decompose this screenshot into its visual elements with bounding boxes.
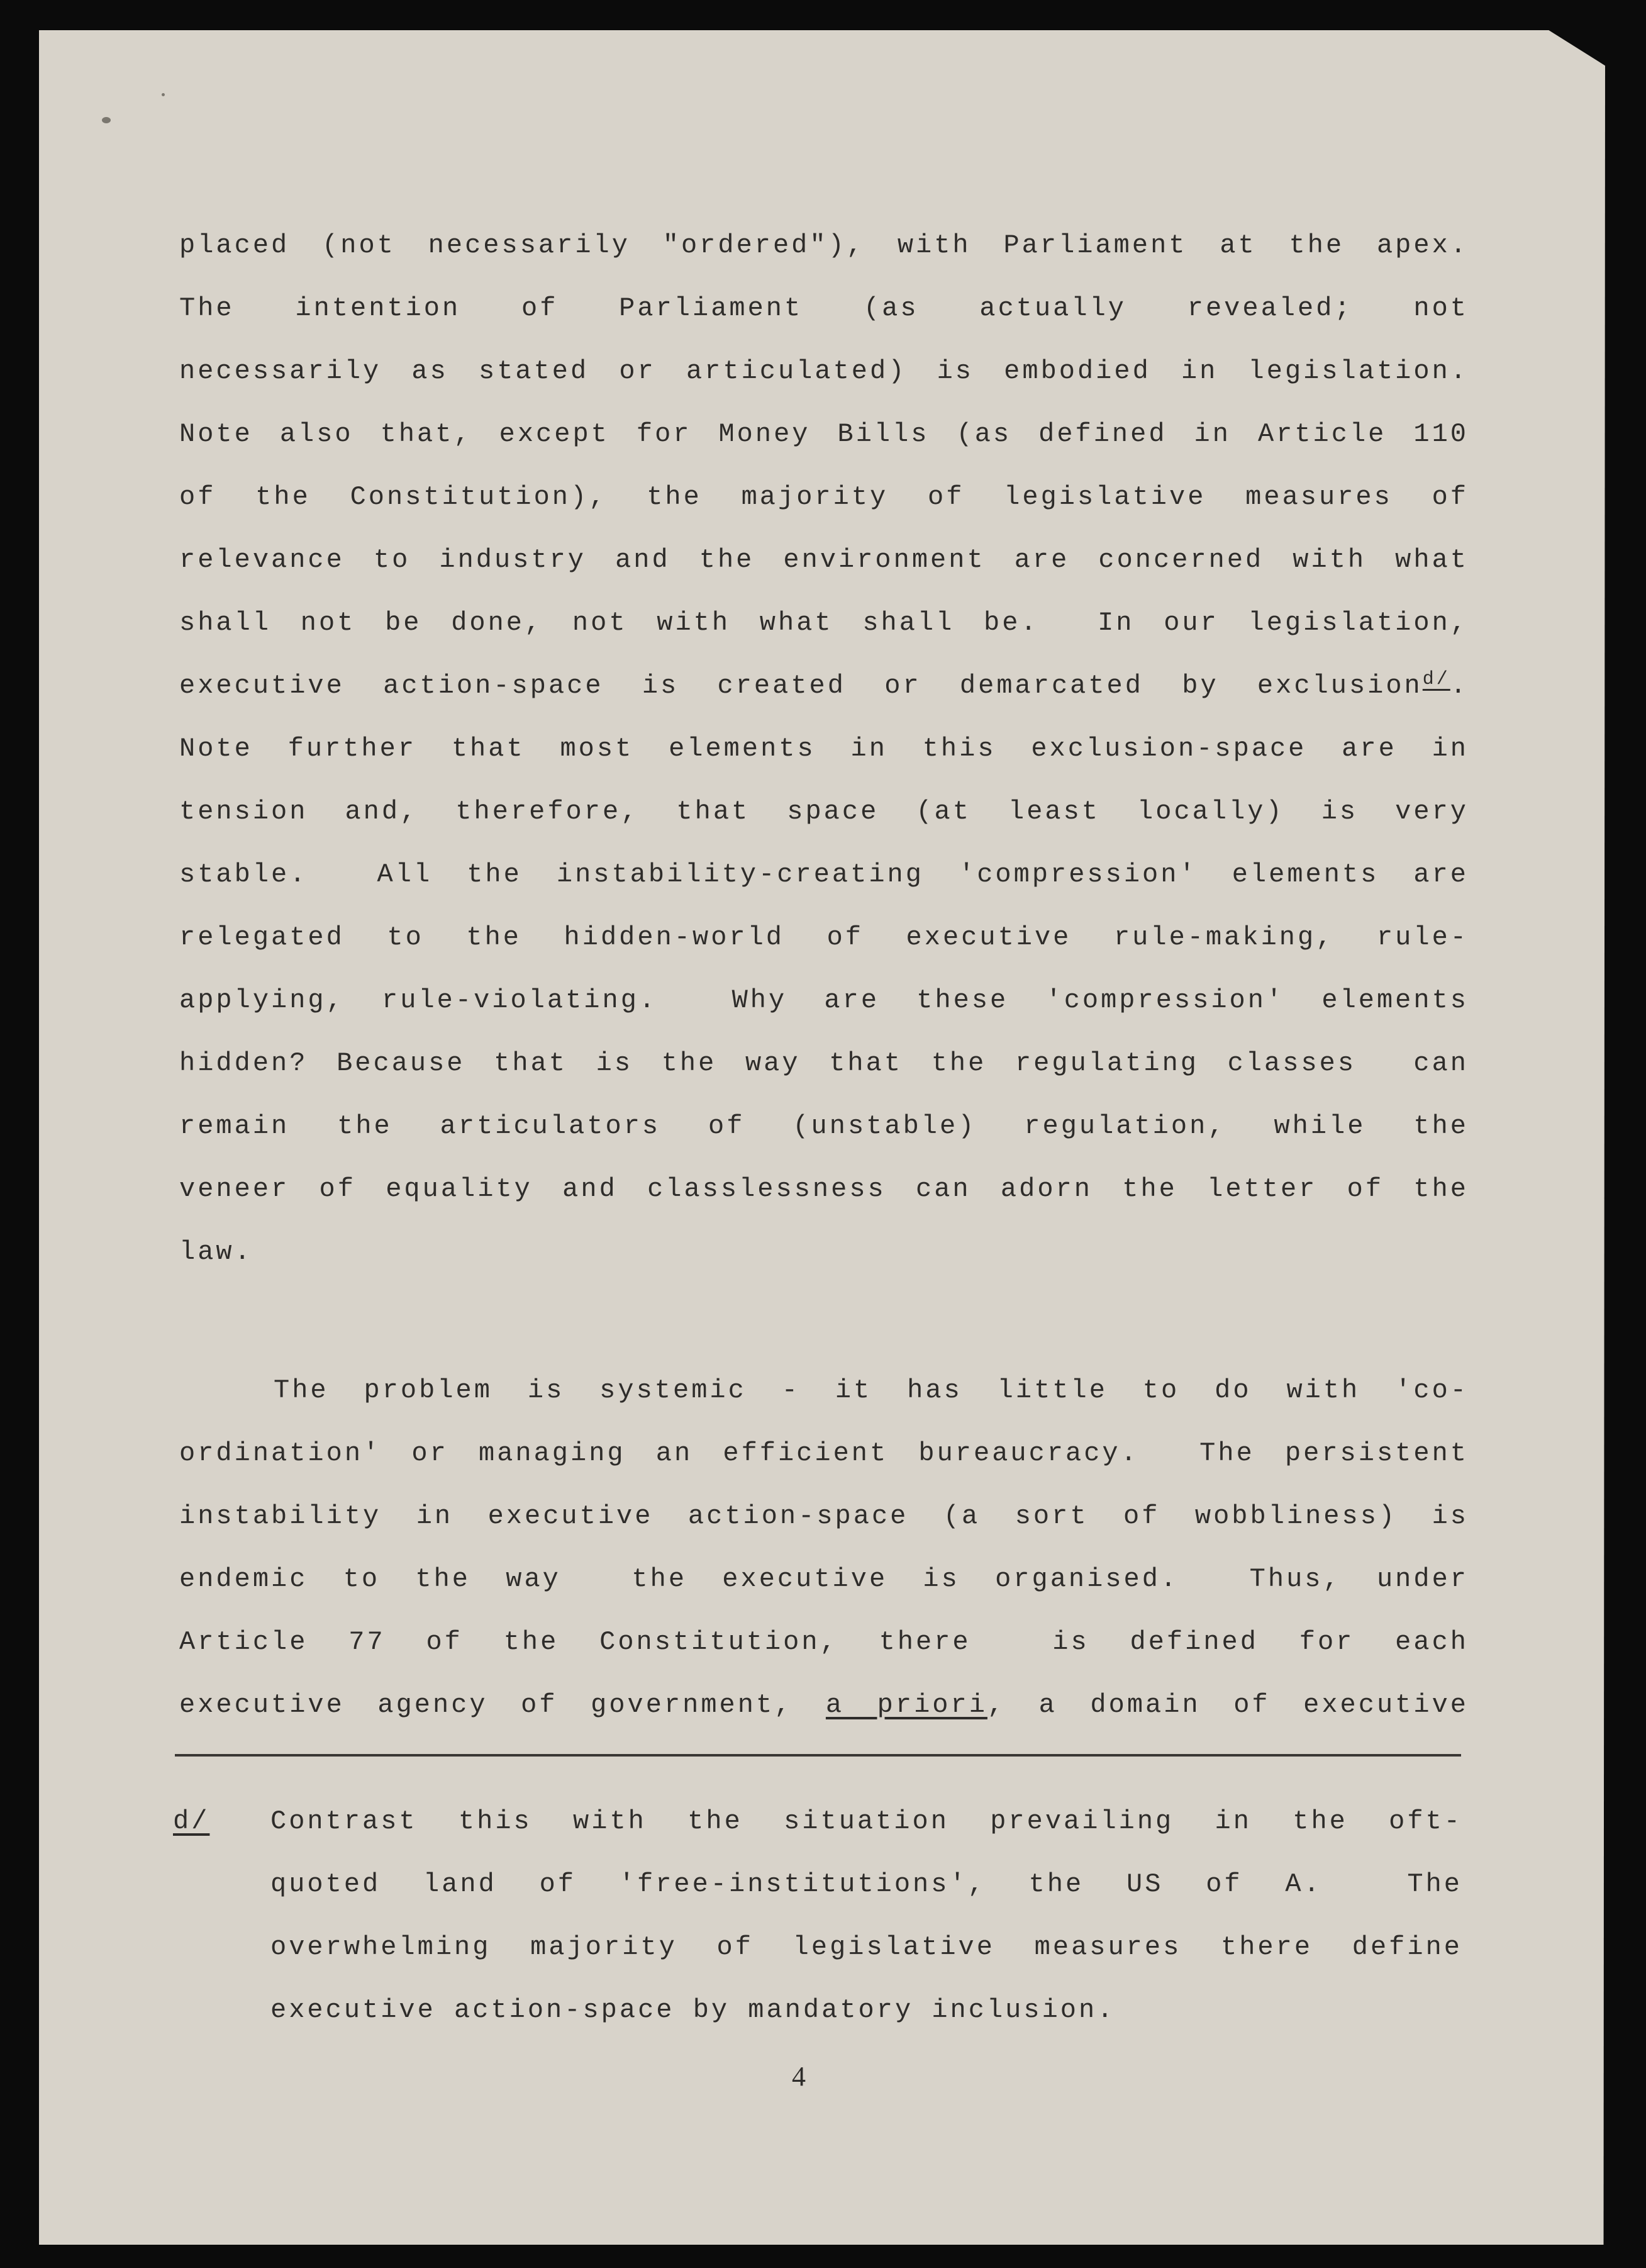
page-number: 4 [792,2061,806,2092]
text-line: ordination' or managing an efficient bureaucracy. The persistent [179,1438,1469,1468]
footnote-line: Contrast this with the situation prevailing in the oft- [270,1806,1462,1836]
text-line: applying, rule-violating. Why are these 'compression' elements [179,985,1469,1015]
text-line: relevance to industry and the environment are concerned with what [179,545,1469,575]
footnote-line: overwhelming majority of legislative measures there define [270,1932,1462,1962]
text-line: Article 77 of the Constitution, there is defined for each [179,1627,1469,1657]
text-line: instability in executive action-space (a sort of wobbliness) is [179,1501,1469,1531]
footnote-reference: d/ [1422,669,1450,690]
text-line: The intention of Parliament (as actually revealed; not [179,293,1469,323]
text-line: of the Constitution), the majority of legislative measures of [179,482,1469,512]
dust-speck [162,93,165,96]
text-line: stable. All the instability-creating 'compression' elements are [179,859,1469,890]
text-line: remain the articulators of (unstable) regulation, while the [179,1111,1469,1141]
text-line: necessarily as stated or articulated) is embodied in legislation. [179,356,1469,386]
text-line: The problem is systemic - it has little to do with 'co- [274,1375,1469,1405]
text-line-with-emphasis [179,1673,1469,1736]
text-segment: . [1450,671,1469,701]
text-line: Note also that, except for Money Bills (as defined in Article 110 [179,419,1469,449]
text-line: veneer of equality and classlessness can adorn the letter of the [179,1174,1469,1204]
footnote-line: executive action-space by mandatory inclusion. [270,1995,1116,2025]
underlined-phrase: a priori [825,1690,987,1720]
text-line: endemic to the way the executive is organised. Thus, under [179,1564,1469,1594]
text-line: shall not be done, not with what shall be. In our legislation, [179,608,1469,638]
text-line: hidden? Because that is the way that the regulating classes can [179,1048,1469,1078]
text-line-with-footnote-ref [179,654,1469,717]
text-line: relegated to the hidden-world of executive rule-making, rule- [179,922,1469,952]
text-line: Note further that most elements in this exclusion-space are in [179,734,1469,764]
text-segment: , a domain of executive [987,1690,1469,1720]
main-paragraph-2 [179,1359,1469,1736]
footnote-line: quoted land of 'free-institutions', the US of A. The [270,1869,1462,1899]
dust-speck [102,117,111,123]
text-line: law. [179,1237,253,1267]
text-segment: executive agency of government, [179,1690,826,1720]
text-line: tension and, therefore, that space (at least locally) is very [179,796,1469,827]
footnote-marker: d/ [173,1806,210,1836]
main-paragraph-1 [179,214,1469,1283]
footnote-separator [175,1754,1461,1757]
text-line: placed (not necessarily "ordered"), with Parliament at the apex. [179,230,1469,260]
text-segment: executive action-space is created or demarcated by exclusion [179,671,1423,701]
footnote-text [270,1790,1462,2042]
